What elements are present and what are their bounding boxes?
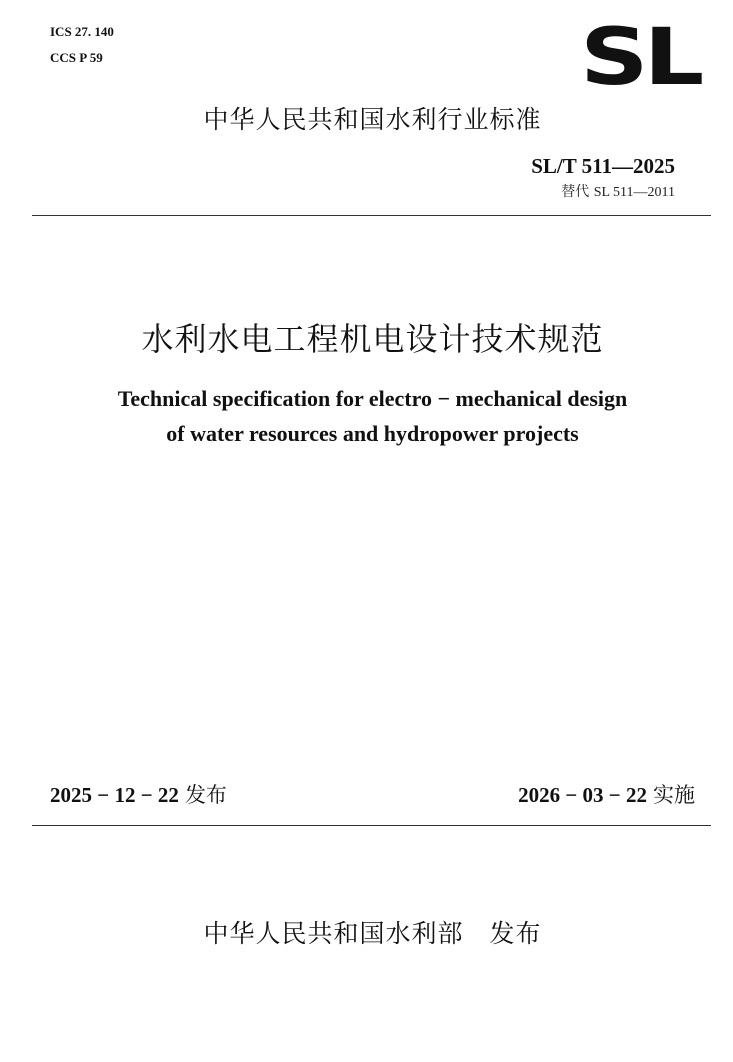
replaces-label: 替代: [561, 184, 590, 200]
document-title-english-line1: Technical specification for electro − mechanical design: [117, 386, 628, 411]
issue-date-block: [50, 781, 227, 809]
effective-label: 实施: [653, 783, 695, 807]
standard-number: SL/T 511—2025: [531, 154, 675, 178]
issue-label: 发布: [184, 783, 227, 807]
effective-date-block: [518, 781, 695, 809]
issue-date: 2025 − 12 − 22: [50, 783, 179, 807]
document-title-english-line2: of water resources and hydropower projects: [166, 421, 579, 446]
sl-logo: SL: [580, 13, 700, 103]
document-title-chinese: 水利水电工程机电设计技术规范: [141, 320, 604, 358]
effective-date: 2026 − 03 − 22: [518, 783, 647, 807]
industry-standard-heading: 中华人民共和国水利行业标准: [203, 105, 542, 134]
bottom-divider: [32, 825, 711, 826]
top-divider: [32, 215, 711, 216]
publisher: 中华人民共和国水利部 发布: [203, 919, 542, 948]
replaces-standard-number: SL 511—2011: [593, 185, 675, 200]
ics-code: ICS 27. 140: [50, 24, 114, 39]
ccs-code: CCS P 59: [50, 50, 103, 65]
replaces-line: [561, 183, 675, 202]
